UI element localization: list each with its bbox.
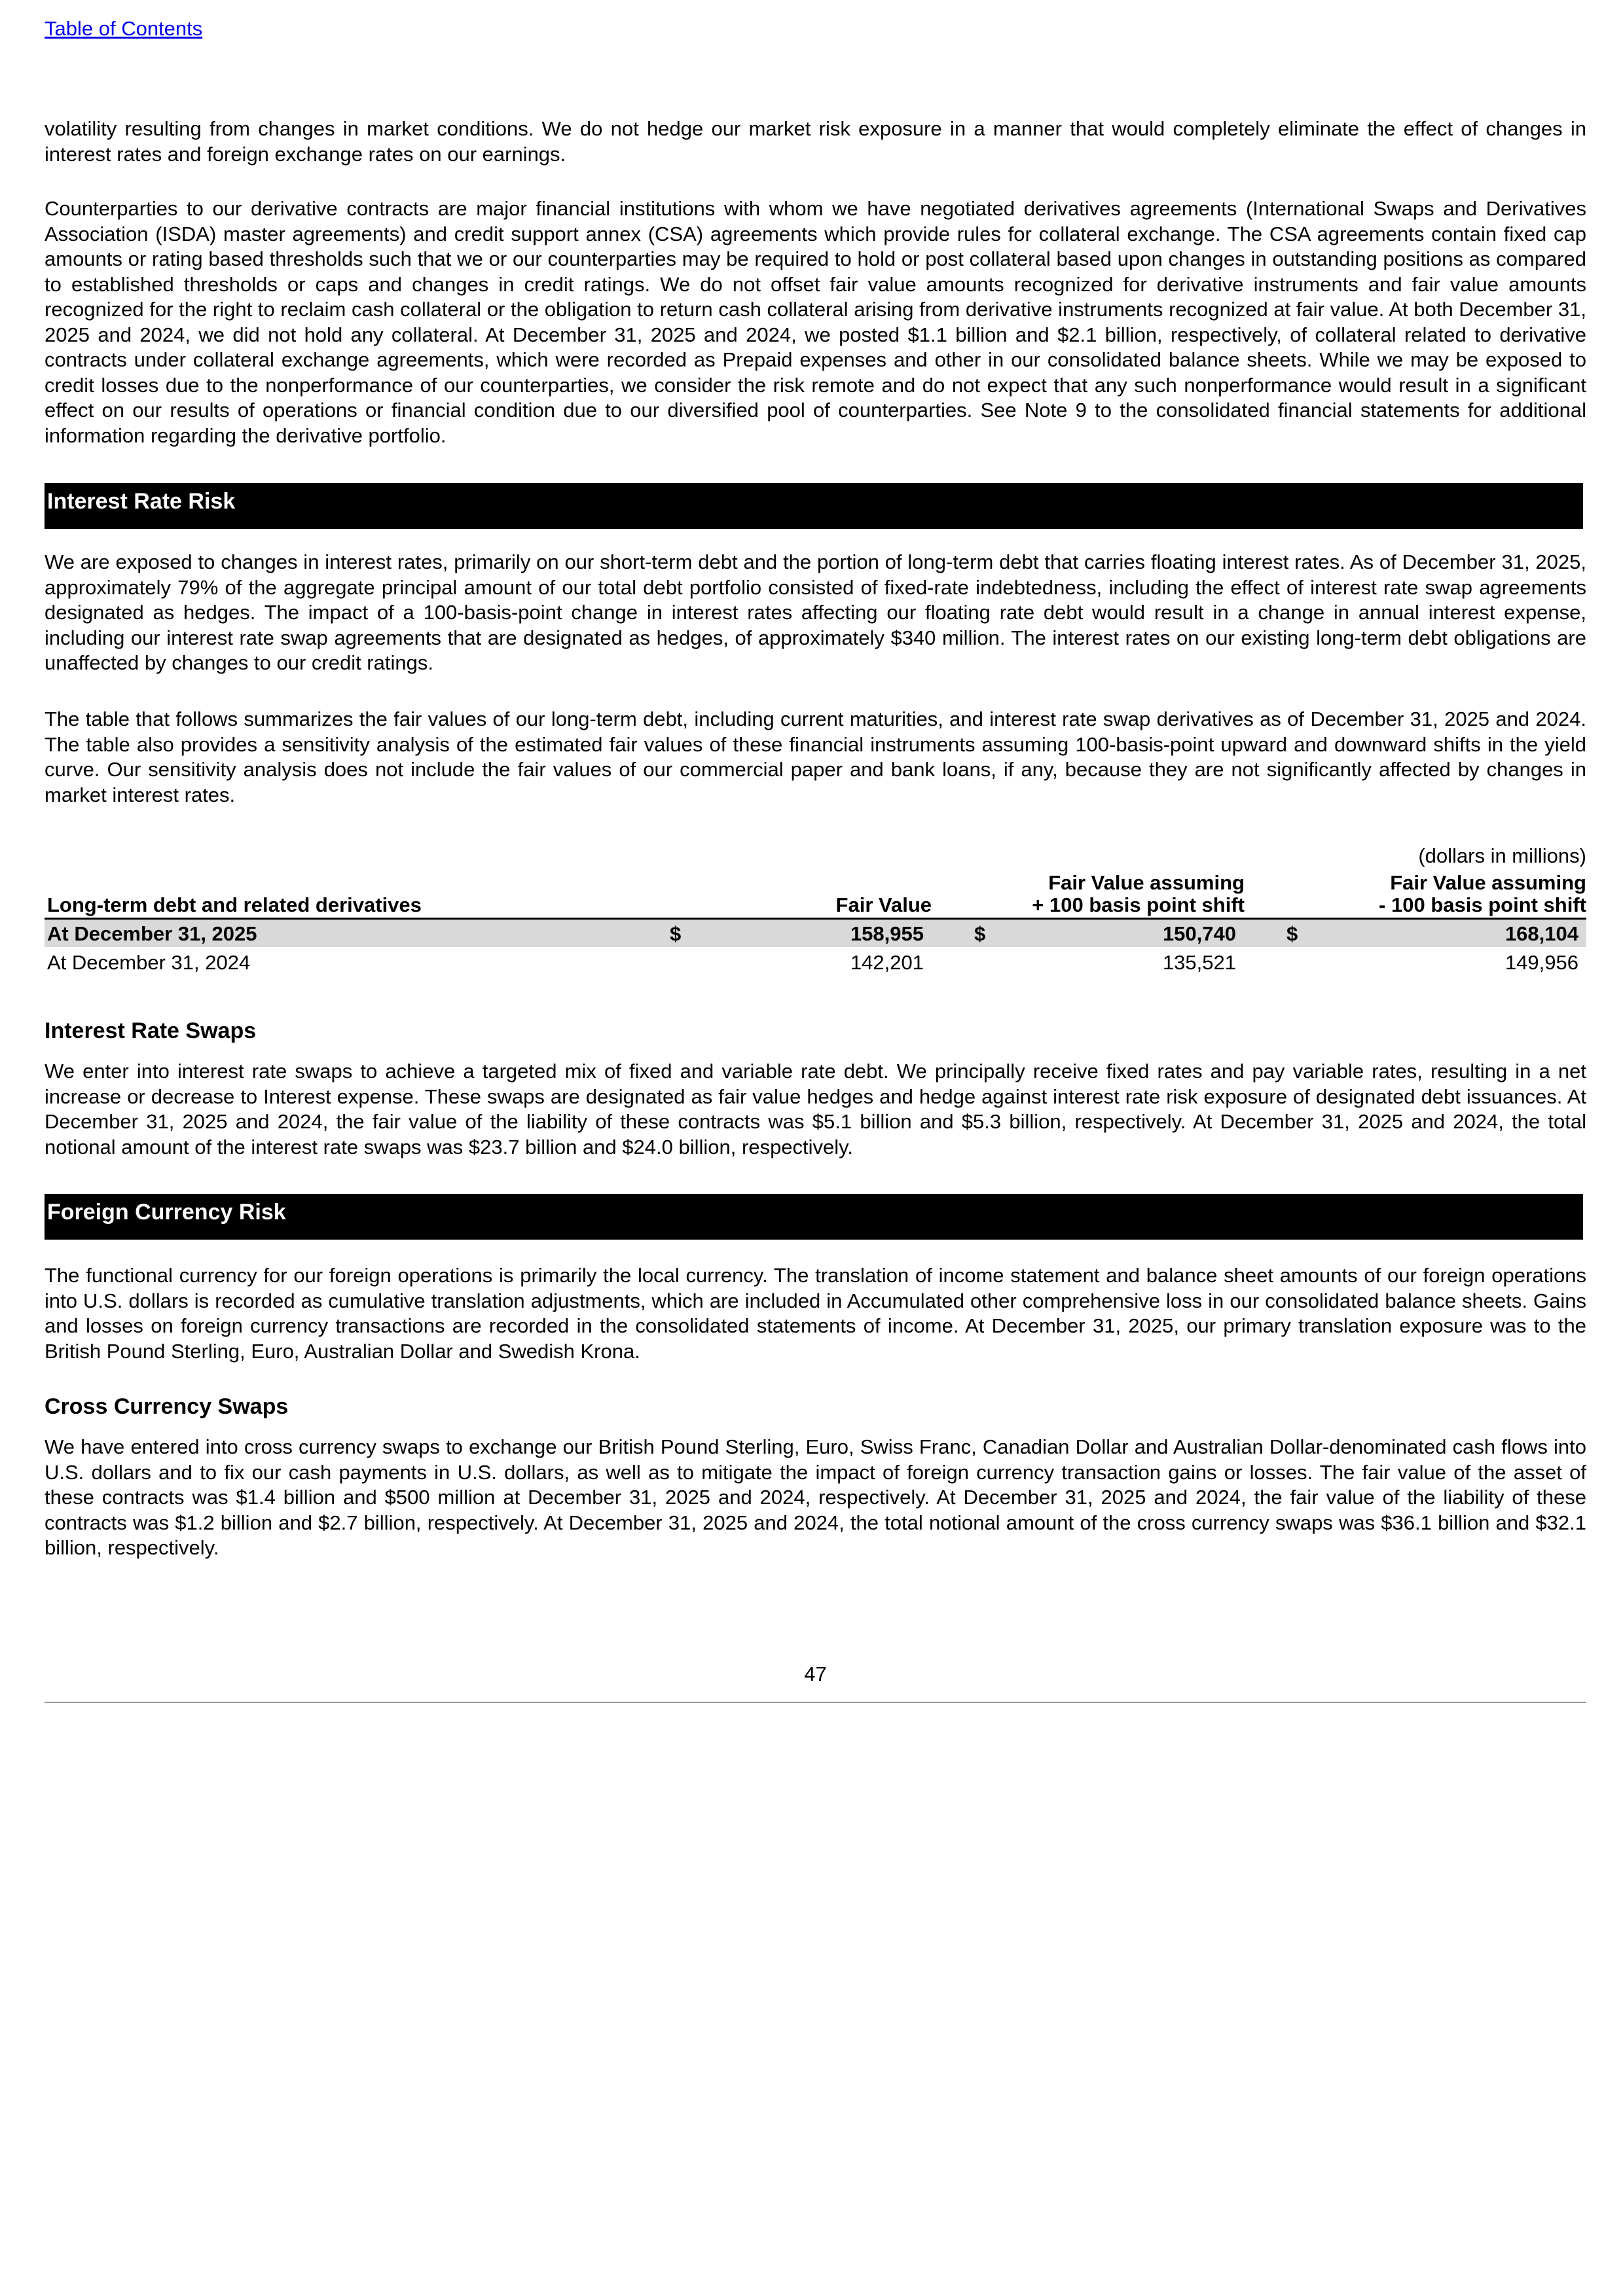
paragraph-functional-currency: The functional currency for our foreign operations is primarily the local currency. The translation of income statement and balance sheet amounts of our foreign operations into U.S. dollars is recorded as cumulative translation adjustments, which are included in Accumulated other comprehensive loss in our consolidated balance sheets. Gains and losses on foreign currency transactions are recorded in the consolidated statements of income. At December 31, 2025, our primary translation exposure was to the British Pound Sterling, Euro, Australian Dollar and Swedish Krona. (45, 1264, 1586, 1363)
table-row (45, 948, 1586, 976)
table-header-up-line2: + 100 basis point shift (1032, 893, 1245, 916)
table-header-up-shift (1032, 872, 1245, 916)
table-header-down-line1: Fair Value assuming (1390, 871, 1586, 894)
paragraph-interest-exposure: We are exposed to changes in interest rates, primarily on our short-term debt and the portion of long-term debt that carries floating interest rates. As of December 31, 2025, approximately 79% of the aggregate principal amount of our total debt portfolio consisted of fixed-rate indebtedness, including the effect of interest rate swap agreements designated as hedges. The impact of a 100-basis-point change in interest rates affecting our floating rate debt would result in a change in annual interest expense, including our interest rate swap agreements that are designated as hedges, of approximately $340 million. The interest rates on our existing long-term debt obligations are unaffected by changes to our credit ratings. (45, 550, 1586, 674)
row-label: At December 31, 2025 (47, 922, 257, 945)
table-unit-note: (dollars in millions) (1418, 844, 1586, 867)
subsection-title-cross-currency-swaps: Cross Currency Swaps (45, 1394, 289, 1419)
fair-value-table (45, 844, 1586, 975)
fair-value-cell: 158,955 (850, 922, 924, 945)
down-shift-cell: 149,956 (1504, 951, 1578, 974)
up-shift-cell: 150,740 (1162, 922, 1236, 945)
subsection-title-interest-rate-swaps: Interest Rate Swaps (45, 1018, 257, 1043)
section-title-interest-rate-risk: Interest Rate Risk (47, 489, 236, 514)
table-row (45, 920, 1586, 947)
table-header-down-line2: - 100 basis point shift (1379, 893, 1586, 916)
paragraph-volatility: volatility resulting from changes in market conditions. We do not hedge our market risk exposure in a manner that would completely eliminate the effect of changes in interest rates and foreign exchange rates on our earnings. (45, 117, 1586, 166)
paragraph-cross-currency-swaps: We have entered into cross currency swaps to exchange our British Pound Sterling, Euro, Swiss Franc, Canadian Dollar and Australian Dollar-denominated cash flows into U.S. dollars and to fix our cash payments in U.S. dollars, as well as to mitigate the impact of foreign currency transaction gains or losses. The fair value of the asset of these contracts was $1.4 billion and $500 million at December 31, 2025 and 2024, respectively. At December 31, 2025 and 2024, the fair value of the liability of these contracts was $1.2 billion and $2.7 billion, respectively. At December 31, 2025 and 2024, the total notional amount of the cross currency swaps was $36.1 billion and $32.1 billion, respectively. (45, 1435, 1586, 1559)
currency-symbol: $ (974, 922, 986, 945)
up-shift-cell: 135,521 (1162, 951, 1236, 974)
row-label: At December 31, 2024 (47, 951, 251, 974)
paragraph-table-summary: The table that follows summarizes the fair values of our long-term debt, including current maturities, and interest rate swap derivatives as of December 31, 2025 and 2024. The table also provides a sensitivity analysis of the estimated fair values of these financial instruments assuming 100-basis-point upward and downward shifts in the yield curve. Our sensitivity analysis does not include the fair values of our commercial paper and bank loans, if any, because they are not significantly affected by changes in market interest rates. (45, 708, 1586, 806)
table-header-up-line1: Fair Value assuming (1048, 871, 1245, 894)
table-header-down-shift (1379, 872, 1586, 916)
paragraph-interest-rate-swaps: We enter into interest rate swaps to achieve a targeted mix of fixed and variable rate debt. We principally receive fixed rates and pay variable rates, resulting in a net increase or decrease to Interest expense. These swaps are designated as fair value hedges and hedge against interest rate risk exposure of designated debt issuances. At December 31, 2025 and 2024, the fair value of the liability of these contracts was $5.1 billion and $5.3 billion, respectively. At December 31, 2025 and 2024, the total notional amount of the interest rate swaps was $23.7 billion and $24.0 billion, respectively. (45, 1060, 1586, 1158)
section-band-interest-rate-risk (45, 483, 1583, 529)
table-header-fair-value: Fair Value (835, 893, 932, 916)
section-band-foreign-currency-risk (45, 1194, 1583, 1240)
page-number: 47 (804, 1662, 827, 1685)
down-shift-cell: 168,104 (1504, 922, 1578, 945)
currency-symbol: $ (1286, 922, 1298, 945)
paragraph-counterparties: Counterparties to our derivative contracts are major financial institutions with whom we have negotiated derivatives agreements (International Swaps and Derivatives Association (ISDA) master agreements) and credit support annex (CSA) agreements which provide rules for collateral exchange. The CSA agreements contain fixed cap amounts or rating based thresholds such that we or our counterparties may be required to hold or post collateral based upon changes in outstanding positions as compared to established thresholds or caps and changes in credit ratings. We do not offset fair value amounts recognized for derivative instruments and fair value amounts recognized for the right to reclaim cash collateral or the obligation to return cash collateral arising from derivative instruments recognized at fair value. At both December 31, 2025 and 2024, we did not hold any collateral. At December 31, 2025 and 2024, we posted $1.1 billion and $2.1 billion, respectively, of collateral related to derivative contracts under collateral exchange agreements, which were recorded as Prepaid expenses and other in our consolidated balance sheets. While we may be exposed to credit losses due to the nonperformance of our counterparties, we consider the risk remote and do not expect that any such nonperformance would result in a significant effect on our results of operations or financial condition due to our diversified pool of counterparties. See Note 9 to the consolidated financial statements for additional information regarding the derivative portfolio. (45, 197, 1586, 447)
table-of-contents-link[interactable]: Table of Contents (45, 17, 203, 40)
footer-rule (45, 1702, 1586, 1703)
fair-value-cell: 142,201 (850, 951, 924, 974)
table-header-label: Long-term debt and related derivatives (47, 893, 422, 916)
currency-symbol: $ (670, 922, 682, 945)
section-title-foreign-currency-risk: Foreign Currency Risk (47, 1200, 286, 1225)
